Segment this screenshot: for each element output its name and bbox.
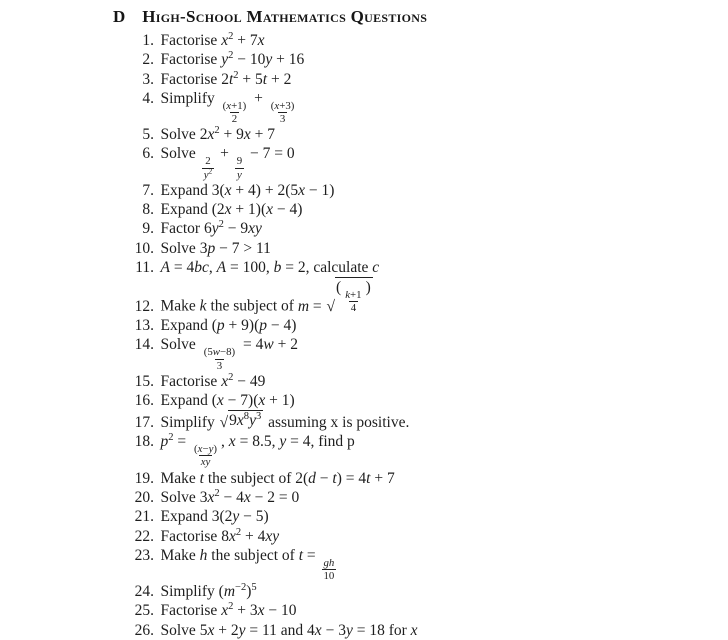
math-variable: t: [366, 469, 371, 487]
math-expression: $8x^2 + 4xy$: [221, 526, 280, 545]
question-text: Expand (x − 7)(x + 1): [160, 392, 295, 409]
math-variable: y: [255, 220, 262, 238]
math-variable: y: [221, 51, 229, 69]
square-root: [327, 277, 373, 314]
math-variable: y: [272, 527, 280, 545]
question-text: Factor $6y^2 - 9xy$: [160, 219, 262, 238]
question-text: Expand (2x + 1)(x − 4): [160, 200, 303, 218]
question-item: [105, 219, 665, 238]
math-variable: x: [258, 392, 266, 409]
math-variable: y: [203, 168, 209, 181]
math-variable: y: [237, 168, 242, 181]
fraction-denominator: [235, 168, 244, 181]
math-expression: m = √ ( $\frac{k+1}{4}$ ): [297, 279, 371, 315]
question-number: 2.: [142, 51, 154, 69]
question-item: [105, 621, 665, 640]
radicand: $9x^8y^3$: [229, 411, 262, 430]
question-text: $p^2$ = $\frac{(x-y)}{xy}$ , x = 8.5, y = 4, find p: [160, 432, 355, 469]
radical-sign: √: [219, 414, 229, 432]
math-variable: t: [199, 469, 204, 487]
question-number: 12.: [134, 297, 154, 315]
math-variable: y: [208, 443, 214, 456]
question-text: Solve $2x^2 + 9x + 7$: [160, 124, 275, 144]
math-variable: x: [207, 488, 215, 506]
question-text: Factorise $x^2 + 3x - 10$: [160, 601, 297, 620]
math-variable: w: [263, 336, 274, 354]
math-variable: x: [274, 99, 280, 112]
math-variable: b: [273, 258, 282, 276]
math-variable: t: [298, 546, 303, 564]
question-number: 4.: [142, 89, 154, 107]
math-variable: A: [216, 258, 227, 276]
fraction: [221, 100, 249, 125]
radicand: ( $\frac{k+1}{4}$ ): [336, 279, 371, 315]
question-item: [105, 70, 665, 89]
math-variable: p: [216, 317, 225, 335]
math-variable: h: [199, 546, 208, 564]
question-number: 9.: [142, 220, 154, 238]
math-variable: p: [160, 433, 169, 451]
math-expression: (2x + 1)(x − 4): [211, 200, 303, 218]
question-text: Make k the subject of m = √ ( $\frac{k+1}{4}$ ): [161, 277, 374, 316]
question-text: Solve $3x^2 - 4x - 2 = 0$: [160, 487, 300, 506]
math-variable: x: [200, 456, 206, 469]
question-text: Solve $\frac{(5w-8)}{3}$ = 4w + 2: [160, 336, 298, 372]
question-number: 19.: [134, 469, 154, 487]
section-heading: [113, 8, 427, 27]
math-variable: x: [243, 126, 251, 144]
math-expression: 5x + 2y = 11: [199, 621, 277, 639]
question-number: 15.: [134, 372, 154, 390]
question-item: [105, 200, 665, 219]
math-variable: x: [265, 527, 273, 545]
math-expression: $p^2$ = $\frac{(x-y)}{xy}$: [160, 432, 218, 469]
math-variable: x: [221, 372, 229, 390]
math-expression: b = 2: [273, 258, 306, 276]
fraction: [343, 289, 363, 314]
math-expression: $y^2 - 10y + 16$: [221, 50, 305, 69]
fraction-numerator: [322, 557, 337, 569]
math-variable: d: [308, 469, 316, 487]
question-number: 20.: [134, 488, 154, 506]
math-variable: p: [207, 239, 216, 257]
superscript: 2: [168, 432, 174, 444]
math-variable: g: [323, 556, 329, 569]
question-item: [105, 488, 665, 507]
question-text: Simplify $\frac{(x+1)}{2}$ + $\frac{(x+3)}{3}$: [161, 89, 299, 125]
question-item: [105, 258, 665, 277]
math-variable: y: [232, 508, 240, 526]
question-item: [105, 391, 665, 410]
math-variable: y: [249, 412, 256, 430]
question-number: 5.: [142, 126, 154, 144]
fraction-denominator: 2: [231, 112, 238, 125]
question-text: Solve 3p − 7 > 11: [160, 239, 271, 257]
math-variable: x: [207, 126, 215, 144]
question-item: [105, 335, 665, 371]
superscript: 2: [228, 50, 234, 62]
math-expression: 3(2y − 5): [211, 508, 269, 526]
superscript: 5: [251, 581, 257, 593]
question-number: 22.: [134, 527, 154, 545]
math-variable: x: [224, 181, 232, 199]
question-number: 14.: [134, 336, 154, 354]
superscript: −2: [235, 581, 247, 593]
math-expression: $\frac{(5w-8)}{3}$ = 4w + 2: [203, 336, 298, 372]
question-text: Expand (p + 9)(p − 4): [160, 317, 297, 335]
math-expression: $x^2 - 49$: [221, 371, 266, 390]
question-item: [105, 469, 665, 488]
math-variable: y: [265, 51, 273, 69]
fraction: [322, 557, 337, 582]
question-text: Simplify √ $9x^8y^3$ assuming x is positive.: [160, 411, 410, 432]
question-text: Factorise $x^2 - 49$: [160, 371, 266, 390]
math-variable: x: [298, 181, 306, 199]
superscript: 2: [208, 165, 213, 175]
math-expression: [219, 411, 265, 432]
question-text: Factorise $x^2 + 7x$: [160, 30, 265, 49]
math-variable: x: [257, 32, 265, 49]
math-expression: [200, 470, 204, 487]
math-expression: $\frac{(x+1)}{2}$ + $\frac{(x+3)}{3}$: [222, 89, 295, 125]
fraction: [269, 100, 297, 125]
math-variable: w: [212, 346, 220, 359]
question-text: Solve $\frac{2}{y^2}$ + $\frac{9}{y}$ − 7 = 0: [160, 145, 295, 181]
question-number: 10.: [134, 239, 154, 257]
question-number: 21.: [134, 508, 154, 526]
question-text: Factorise $8x^2 + 4xy$: [160, 526, 280, 545]
question-text: Make h the subject of t = $\frac{gh}{10}$: [161, 546, 339, 582]
question-number: 18.: [134, 433, 154, 451]
math-expression: 3(x + 4) + 2(5x − 1): [211, 181, 335, 199]
question-item: [105, 50, 665, 69]
question-number: 26.: [134, 621, 154, 639]
question-number: 24.: [134, 583, 154, 601]
fraction-denominator: 10: [323, 569, 335, 582]
math-variable: x: [216, 392, 224, 409]
superscript: 2: [233, 69, 239, 81]
fraction: [202, 155, 215, 180]
math-variable: p: [259, 317, 267, 335]
fraction: [235, 155, 244, 180]
math-expression: $6y^2 - 9xy$: [203, 219, 262, 238]
math-variable: t: [262, 70, 268, 88]
math-variable: y: [345, 621, 353, 639]
math-expression: 2(d − t) = 4t + 7: [295, 469, 395, 487]
question-item: [105, 601, 665, 620]
question-item: [105, 31, 665, 50]
square-root: [220, 410, 264, 430]
math-variable: x: [207, 621, 215, 639]
fraction-numerator: k+1: [345, 289, 362, 302]
superscript: 3: [255, 411, 262, 423]
math-expression: y = 4: [279, 433, 311, 451]
superscript: 2: [214, 124, 220, 136]
fraction-numerator: 9: [236, 155, 243, 168]
superscript: 2: [228, 601, 234, 613]
question-number: 13.: [134, 317, 154, 335]
math-expression: $x^2 + 7x$: [221, 30, 265, 49]
math-expression: $2x^2 + 9x + 7$: [199, 124, 275, 144]
math-variable: c: [372, 258, 380, 276]
question-text: A = 4bc, A = 100, b = 2, calculate c: [160, 258, 380, 276]
math-expression: (x − 7)(x + 1): [211, 392, 295, 409]
fraction-denominator: 4: [350, 302, 357, 315]
question-text: Simplify $(m^{-2})^5$: [160, 581, 257, 601]
math-variable: m: [223, 583, 236, 601]
math-expression: $(m^{-2})^5$: [218, 581, 257, 601]
question-item: [105, 546, 665, 582]
question-text: Make t the subject of 2(d − t) = 4t + 7: [160, 469, 395, 487]
radical-sign: √: [326, 297, 336, 315]
question-number: 23.: [134, 546, 154, 564]
fraction-numerator: 2: [205, 155, 211, 168]
question-item: [105, 239, 665, 258]
math-expression: 4x − 3y = 18: [307, 621, 385, 639]
math-expression: 3p − 7 > 11: [199, 239, 271, 257]
math-expression: x = 8.5: [228, 433, 272, 451]
math-variable: x: [228, 433, 236, 451]
fraction-denominator: 3: [279, 112, 286, 125]
math-variable: A: [160, 258, 170, 276]
math-variable: y: [211, 220, 219, 238]
superscript: 2: [218, 219, 224, 231]
question-text: Solve 5x + 2y = 11 and 4x − 3y = 18 for x: [160, 621, 418, 639]
math-variable: y: [238, 621, 246, 639]
superscript: 2: [214, 487, 220, 499]
math-expression: A = 100: [216, 258, 266, 276]
question-item: [105, 432, 665, 468]
math-expression: [372, 259, 379, 276]
math-variable: t: [332, 469, 337, 487]
math-variable: y: [205, 456, 211, 469]
math-variable: k: [199, 297, 207, 315]
question-item: [105, 582, 665, 601]
question-item: [105, 372, 665, 391]
question-item: [105, 410, 665, 432]
question-number: 11.: [135, 258, 154, 276]
math-variable: x: [410, 621, 418, 639]
math-expression: A = 4bc: [160, 258, 209, 276]
fraction-numerator: (5w−8): [203, 346, 236, 359]
math-variable: x: [257, 602, 265, 620]
question-item: [105, 144, 665, 180]
math-variable: c: [201, 258, 209, 276]
question-item: [105, 89, 665, 125]
math-variable: x: [221, 32, 229, 49]
question-number: 7.: [142, 181, 154, 199]
fraction: [192, 443, 219, 468]
math-expression: $x^2 + 3x - 10$: [221, 601, 297, 620]
math-expression: t = $\frac{gh}{10}$: [298, 546, 335, 582]
question-list: [105, 31, 665, 640]
question-item: [105, 507, 665, 526]
question-text: Expand 3(x + 4) + 2(5x − 1): [160, 181, 335, 199]
math-variable: x: [314, 621, 322, 639]
math-variable: x: [236, 412, 244, 430]
math-variable: x: [197, 443, 203, 456]
question-item: [105, 277, 665, 316]
math-variable: x: [248, 220, 256, 238]
question-number: 16.: [134, 392, 154, 409]
question-item: [105, 181, 665, 200]
fraction-numerator: (x+3): [270, 99, 295, 112]
math-variable: x: [226, 99, 232, 112]
math-expression: [200, 298, 207, 315]
question-text: Factorise $y^2 - 10y + 16$: [160, 50, 305, 69]
math-variable: x: [243, 488, 251, 506]
question-text: Expand 3(2y − 5): [160, 508, 269, 526]
math-variable: y: [279, 433, 287, 451]
math-expression: $\frac{2}{y^2}$ + $\frac{9}{y}$ − 7 = 0: [203, 145, 295, 181]
question-item: [105, 125, 665, 144]
fraction-denominator: [199, 455, 213, 468]
section-label: D: [113, 7, 126, 26]
math-variable: h: [328, 556, 335, 569]
math-expression: [411, 622, 418, 639]
math-expression: $3x^2 - 4x - 2 = 0$: [199, 487, 300, 506]
superscript: 2: [235, 526, 242, 538]
math-variable: x: [228, 527, 236, 545]
question-number: 1.: [142, 32, 154, 49]
math-expression: (p + 9)(p − 4): [211, 317, 297, 335]
section-title: High-School Mathematics Questions: [142, 7, 428, 26]
superscript: 8: [243, 411, 250, 423]
question-number: 25.: [134, 602, 154, 620]
question-number: 8.: [142, 200, 154, 218]
math-expression: $2t^2 + 5t + 2$: [221, 69, 292, 88]
question-text: Factorise $2t^2 + 5t + 2$: [160, 69, 292, 88]
fraction-denominator: [202, 165, 215, 181]
question-item: [105, 527, 665, 546]
fraction-numerator: (x+1): [222, 99, 247, 112]
question-number: 17.: [134, 414, 154, 432]
math-variable: t: [228, 70, 234, 88]
fraction-denominator: 3: [216, 359, 223, 372]
fraction: [202, 346, 237, 371]
question-number: 6.: [142, 145, 154, 163]
question-number: 3.: [142, 70, 154, 88]
math-variable: x: [221, 602, 229, 620]
math-variable: b: [194, 258, 202, 276]
superscript: 2: [228, 371, 234, 383]
math-variable: k: [345, 289, 351, 302]
math-expression: [200, 547, 208, 564]
superscript: 2: [228, 30, 234, 42]
question-item: [105, 316, 665, 335]
math-variable: m: [297, 297, 310, 315]
math-variable: x: [224, 200, 232, 218]
math-variable: x: [266, 200, 274, 218]
fraction-numerator: (x−y): [194, 443, 218, 456]
